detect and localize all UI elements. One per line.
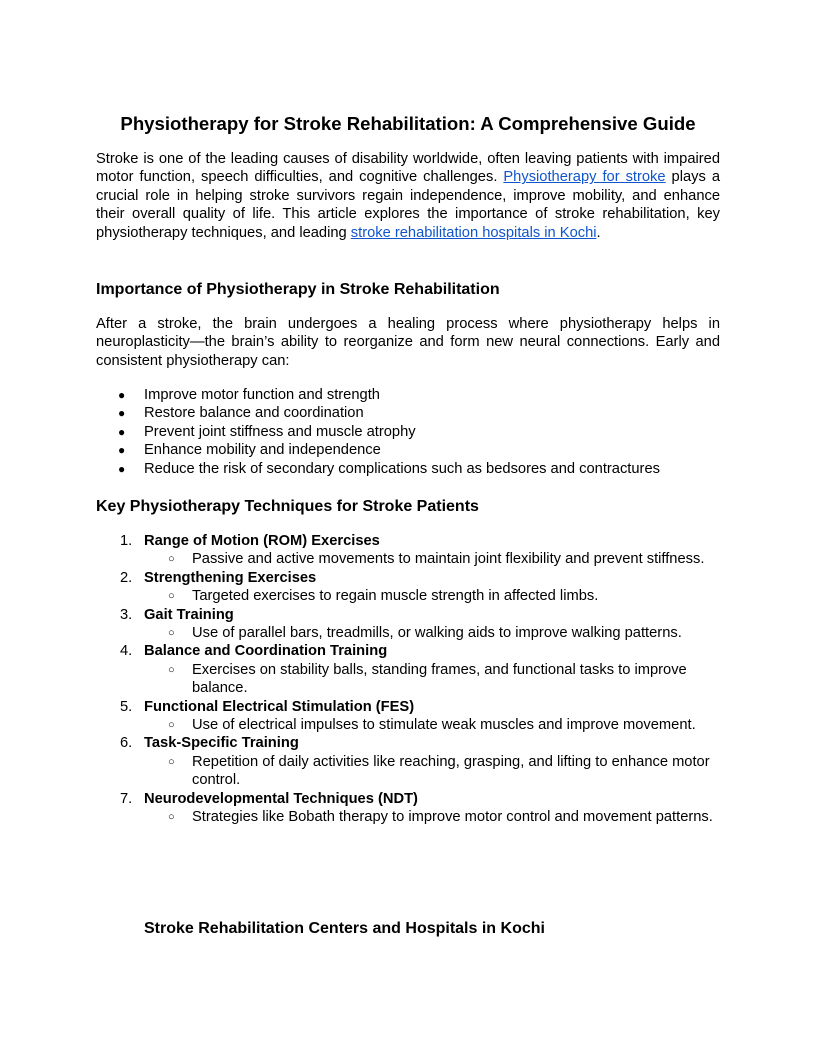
circle-bullet-icon: ○ — [168, 811, 175, 824]
list-item-text: Enhance mobility and independence — [144, 442, 381, 459]
physiotherapy-for-stroke-link[interactable]: Physiotherapy for stroke — [503, 169, 666, 186]
intro-text-1: Stroke is one of the leading causes of disability worldwide, often leaving patients with impaired motor function, speech difficulties, and cognitive challenges. — [96, 151, 720, 186]
document-title: Physiotherapy for Stroke Rehabilitation: A Comprehensive Guide — [120, 113, 696, 134]
technique-name: Functional Electrical Stimulation (FES) — [144, 698, 415, 715]
list-item-text: Prevent joint stiffness and muscle atrophy — [144, 423, 416, 440]
bullet-icon: ● — [118, 388, 126, 402]
technique-description — [144, 753, 722, 790]
list-item — [96, 423, 660, 441]
description-text: Use of parallel bars, treadmills, or walking aids to improve walking patterns. — [192, 625, 682, 642]
technique-name: Task-Specific Training — [144, 735, 299, 752]
circle-bullet-icon: ○ — [168, 590, 175, 603]
technique-item — [96, 734, 720, 789]
item-number: 1. — [120, 533, 133, 549]
description-text: Repetition of daily activities like reaching, grasping, and lifting to enhance motor control. — [192, 753, 710, 789]
technique-name: Gait Training — [144, 606, 234, 623]
technique-item — [96, 642, 720, 697]
technique-description — [144, 808, 722, 826]
technique-name: Balance and Coordination Training — [144, 643, 388, 660]
intro-text-2: plays a crucial role in helping stroke survivors regain independence, improve mobility, and enhance their overall quality of life. This article explores the importance of stroke rehabilitation, key physiotherapy techniques, and leading — [96, 169, 720, 241]
list-item — [96, 404, 660, 422]
list-item-text: Improve motor function and strength — [144, 387, 380, 403]
bullet-icon: ● — [118, 406, 126, 421]
technique-item — [96, 698, 720, 735]
intro-paragraph — [96, 150, 720, 242]
description-text: Targeted exercises to regain muscle strength in affected limbs. — [192, 588, 599, 605]
centers-heading: Stroke Rehabilitation Centers and Hospitals in Kochi — [144, 920, 545, 937]
techniques-list — [96, 532, 720, 827]
list-item-text: Restore balance and coordination — [144, 405, 364, 422]
intro-text-3: . — [596, 224, 601, 241]
description-text: Exercises on stability balls, standing frames, and functional tasks to improve balance. — [192, 661, 687, 697]
item-number: 4. — [120, 643, 133, 660]
description-text: Strategies like Bobath therapy to improve motor control and movement patterns. — [192, 809, 713, 826]
bullet-icon: ● — [118, 443, 126, 458]
importance-paragraph: After a stroke, the brain undergoes a healing process where physiotherapy helps in neuroplasticity—the brain’s ability to reorganize and form new neural connections. Early and consistent physiotherapy can: — [96, 316, 720, 369]
bullet-icon: ● — [118, 424, 126, 439]
item-number: 2. — [120, 569, 133, 586]
circle-bullet-icon: ○ — [168, 755, 175, 768]
technique-description — [144, 550, 722, 568]
description-text: Use of electrical impulses to stimulate weak muscles and improve movement. — [192, 717, 696, 734]
item-number: 3. — [120, 606, 133, 623]
importance-heading: Importance of Physiotherapy in Stroke Rehabilitation — [96, 281, 500, 298]
techniques-heading: Key Physiotherapy Techniques for Stroke Patients — [96, 498, 479, 515]
technique-name: Strengthening Exercises — [144, 569, 317, 586]
technique-item — [96, 569, 720, 606]
technique-description — [144, 661, 722, 698]
technique-name: Neurodevelopmental Techniques (NDT) — [144, 790, 418, 807]
benefits-list — [96, 386, 660, 478]
circle-bullet-icon: ○ — [168, 627, 175, 640]
technique-description — [144, 624, 722, 642]
technique-item — [96, 532, 720, 569]
description-text: Passive and active movements to maintain joint flexibility and prevent stiffness. — [192, 551, 705, 568]
stroke-rehab-hospitals-kochi-link[interactable]: stroke rehabilitation hospitals in Kochi — [350, 224, 597, 241]
circle-bullet-icon: ○ — [168, 719, 175, 732]
item-number: 5. — [120, 698, 133, 715]
list-item — [96, 460, 660, 478]
technique-name: Range of Motion (ROM) Exercises — [144, 533, 380, 549]
list-item-text: Reduce the risk of secondary complications such as bedsores and contractures — [144, 460, 660, 477]
technique-item — [96, 606, 720, 643]
list-item — [96, 441, 660, 459]
circle-bullet-icon: ○ — [168, 553, 175, 566]
technique-item — [96, 790, 720, 827]
technique-description — [144, 716, 722, 734]
item-number: 7. — [120, 790, 133, 807]
bullet-icon: ● — [118, 461, 126, 476]
list-item — [96, 386, 660, 404]
circle-bullet-icon: ○ — [168, 663, 175, 676]
item-number: 6. — [120, 735, 133, 752]
technique-description — [144, 587, 722, 605]
